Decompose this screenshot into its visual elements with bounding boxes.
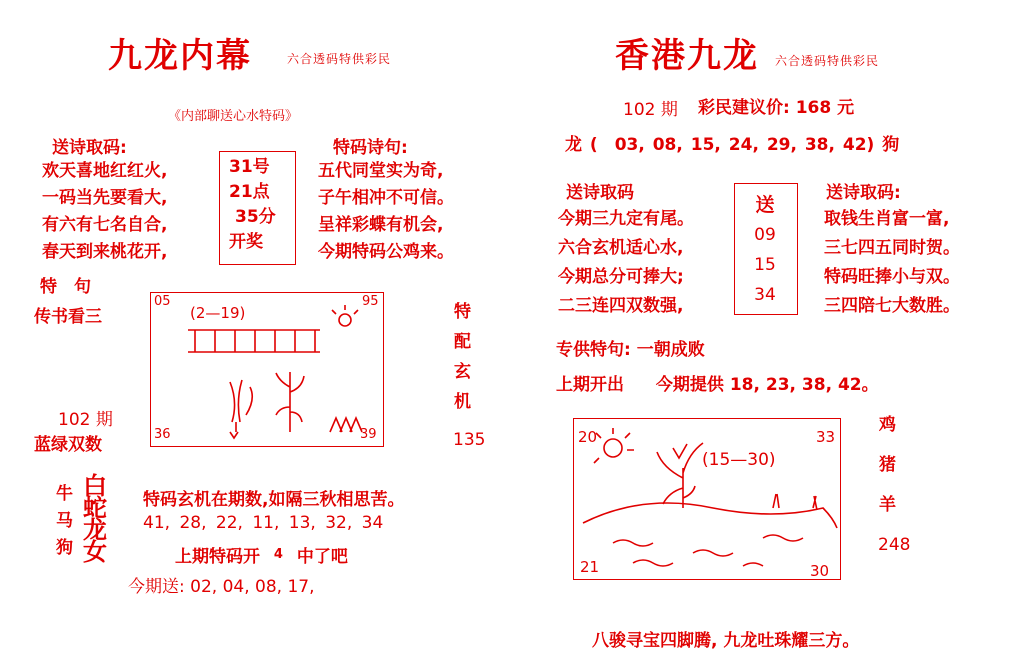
animal-char: 狗 [56,538,73,558]
special-phrase: 传书看三 [34,307,102,327]
right-poem-heading-right: 送诗取码: [826,183,901,203]
animal-char: 牛 [56,484,73,504]
left-center-box-text [229,155,276,255]
box-number: 15 [754,255,776,275]
left-bottom-line2: 41, 28, 22, 11, 13, 32, 34 [143,513,384,533]
special-phrase-label: 特 句 [40,277,91,297]
right-subtitle: 六合透码特供彩民 [775,54,880,68]
dragon-line: 龙 ( 03, 08, 15, 24, 29, 38, 42) 狗 [565,135,900,155]
box-char: 送 [755,194,775,216]
animal-big-char: 女 [83,537,107,566]
right-poem-heading-left: 送诗取码 [566,183,634,203]
left-poem-line: 有六有七名自合, [42,215,168,235]
animal-big-char: 白 [83,471,107,500]
right-title: 香港九龙 [615,36,759,76]
vertical-char: 机 [454,392,471,412]
last-issue-number: 4 [273,547,283,562]
sketch-number: 05 [154,294,171,309]
vertical-char: 玄 [454,362,471,382]
sketch-number: 30 [810,562,830,580]
last-issue-suffix: 中了吧 [296,547,348,567]
left-bottom-line3 [175,542,348,567]
draw-time-line: 31号 [229,157,270,177]
right-poem-line: 特码旺捧小与双。 [824,267,960,287]
right-poem-line: 六合玄机适心水, [558,238,684,258]
left-poem [42,158,167,266]
right-price: 彩民建议价: 168 元 [698,98,855,118]
right-last-issue [556,370,879,395]
sketch-range: (2—19) [190,304,246,322]
right-center-box-text [734,190,796,310]
left-poem-line: 春天到来桃花开, [42,242,168,262]
right-sketch-drawing [573,418,839,578]
draw-time-line: 开奖 [229,232,263,252]
sketch-number: 95 [362,294,379,309]
sketch-number: 39 [360,427,377,442]
right-poem-line: 三七四五同时贺。 [824,238,960,258]
right-poem-line: 三四陪七大数胜。 [824,296,960,316]
box-number: 34 [754,285,776,305]
right-special-phrase: 专供特句: 一朝成败 [556,340,705,360]
right-issue: 102 期 [623,100,678,120]
animals-big [83,471,107,566]
side-animal: 羊 [879,495,896,515]
draw-time-line: 21点 [229,182,270,202]
sketch-number: 36 [154,427,171,442]
right-poem-left [558,205,694,321]
sketch-range: (15—30) [702,450,776,470]
left-right-vertical [454,297,471,417]
left-issue: 102 期 [58,410,113,430]
vertical-char: 配 [454,332,471,352]
animal-big-char: 蛇 [83,493,107,522]
right-poem-line: 二三连四双数强, [558,296,684,316]
left-title: 九龙内幕 [108,36,252,76]
left-subtitle: 六合透码特供彩民 [287,52,392,66]
left-poem-line: 欢天喜地红红火, [42,161,168,181]
right-poem-right [824,205,960,321]
left-poem-line: 一码当先要看大, [42,188,168,208]
right-side-animals [879,405,896,525]
left-sketch-drawing [150,292,382,445]
vertical-char: 特 [454,302,471,322]
side-animal: 猪 [879,455,896,475]
left-right-number: 135 [453,430,486,450]
left-verse-line: 子午相冲不可信。 [318,188,454,208]
last-issue-label: 上期开出 [556,375,624,395]
left-poem-heading: 送诗取码: [52,138,127,158]
left-verse-heading: 特码诗句: [333,138,408,158]
side-animal: 鸡 [879,415,896,435]
right-footer: 八骏寻宝四脚腾, 九龙吐珠耀三方。 [592,631,860,651]
sketch-number: 21 [580,558,600,576]
animal-big-char: 龙 [83,515,107,544]
left-bottom-line4: 今期送: 02, 04, 08, 17, [128,577,315,597]
left-verse [318,158,454,266]
last-issue-label: 上期特码开 [175,547,260,567]
sketch-number: 33 [816,428,836,446]
right-poem-line: 今期总分可捧大; [558,267,684,287]
draw-time-line: 35分 [235,207,276,227]
right-poem-line: 取钱生肖富一富, [824,209,950,229]
box-number: 09 [754,225,776,245]
animal-char: 马 [56,511,73,531]
left-verse-line: 呈祥彩蝶有机会, [318,215,444,235]
right-poem-line: 今期三九定有尾。 [558,209,694,229]
left-issue-tip: 蓝绿双数 [34,435,102,455]
right-side-number: 248 [878,535,911,555]
left-bottom-line1: 特码玄机在期数,如隔三秋相思苦。 [143,490,405,510]
left-verse-line: 今期特码公鸡来。 [318,242,454,262]
left-tagline: 《内部聊送心水特码》 [168,109,299,124]
left-verse-line: 五代同堂实为奇, [318,161,444,181]
animals-left [56,481,73,562]
this-issue-numbers: 今期提供 18, 23, 38, 42。 [655,375,879,395]
sketch-number: 20 [578,428,598,446]
